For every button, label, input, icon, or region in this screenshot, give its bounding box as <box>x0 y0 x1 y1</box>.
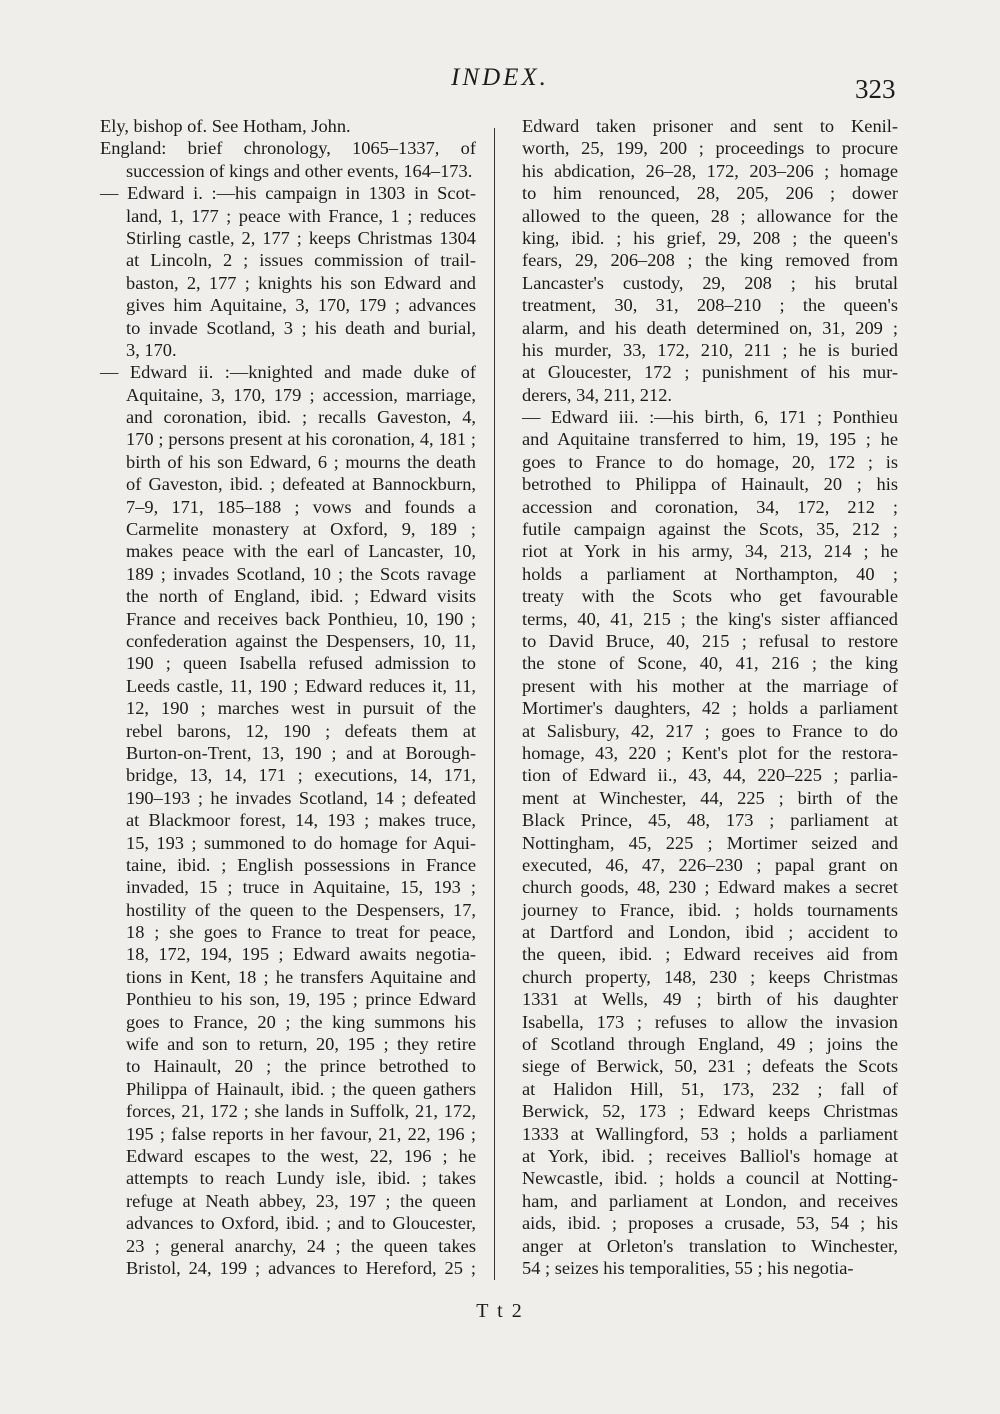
index-line: 1333 at Wallingford, 53 ; holds a parliament <box>522 1123 898 1144</box>
index-line: Ponthieu to his son, 19, 195 ; prince Edward <box>126 989 476 1010</box>
index-line: at Blackmoor forest, 14, 193 ; makes truce, <box>126 810 476 831</box>
index-line: present with his mother at the marriage of <box>522 675 898 696</box>
index-line: church goods, 48, 230 ; Edward makes a secret <box>522 877 898 898</box>
index-line: forces, 21, 172 ; she lands in Suffolk, 21, 172, <box>126 1101 476 1122</box>
index-line: Leeds castle, 11, 190 ; Edward reduces it, 11, <box>126 675 476 696</box>
index-line: Nottingham, 45, 225 ; Mortimer seized and <box>522 832 898 853</box>
index-line: Edward escapes to the west, 22, 196 ; he <box>126 1145 476 1166</box>
index-line: treaty with the Scots who get favourable <box>522 586 898 607</box>
index-line: to David Bruce, 40, 215 ; refusal to restore <box>522 630 898 651</box>
index-line: siege of Berwick, 50, 231 ; defeats the Scots <box>522 1056 898 1077</box>
index-line: Bristol, 24, 199 ; advances to Hereford, 25 ; <box>126 1257 476 1278</box>
index-line: of Scotland through England, 49 ; joins the <box>522 1034 898 1055</box>
index-line: aids, ibid. ; proposes a crusade, 53, 54 ; his <box>522 1213 898 1234</box>
index-line: rebel barons, 12, 190 ; defeats them at <box>126 720 476 741</box>
index-line: 18, 172, 194, 195 ; Edward awaits negotia- <box>126 944 476 965</box>
index-line: 12, 190 ; marches west in pursuit of the <box>126 698 476 719</box>
index-line: journey to France, ibid. ; holds tournaments <box>522 899 898 920</box>
index-line: futile campaign against the Scots, 35, 212 ; <box>522 519 898 540</box>
index-line: 170 ; persons present at his coronation, 4, 181 ; <box>126 429 476 450</box>
index-line: allowed to the queen, 28 ; allowance for the <box>522 205 898 226</box>
index-line: Stirling castle, 2, 177 ; keeps Christmas 1304 <box>126 227 476 248</box>
index-line: his murder, 33, 172, 210, 211 ; he is buried <box>522 339 898 360</box>
index-line: France and receives back Ponthieu, 10, 190 ; <box>126 608 476 629</box>
index-line: Burton-on-Trent, 13, 190 ; and at Borough- <box>126 742 476 763</box>
index-line: Ely, bishop of. See Hotham, John. <box>100 116 351 136</box>
index-line: king, ibid. ; his grief, 29, 208 ; the queen's <box>522 227 898 248</box>
page-number: 323 <box>855 74 896 104</box>
index-line: wife and son to return, 20, 195 ; they retire <box>126 1034 476 1055</box>
index-line: Mortimer's daughters, 42 ; holds a parliament <box>522 698 898 719</box>
index-line: 190 ; queen Isabella refused admission to <box>126 653 476 674</box>
index-line: at Salisbury, 42, 217 ; goes to France to do <box>522 720 898 741</box>
index-line: makes peace with the earl of Lancaster, 10, <box>126 541 476 562</box>
index-line: terms, 40, 41, 215 ; the king's sister affianced <box>522 608 898 629</box>
index-line: Edward taken prisoner and sent to Kenil- <box>522 116 898 136</box>
index-line: holds a parliament at Northampton, 40 ; <box>522 563 898 584</box>
index-line: ham, and parliament at London, and receives <box>522 1190 898 1211</box>
index-line: to invade Scotland, 3 ; his death and burial, <box>126 317 476 338</box>
index-line: bridge, 13, 14, 171 ; executions, 14, 171, <box>126 765 476 786</box>
index-line: church property, 148, 230 ; keeps Christmas <box>522 966 898 987</box>
index-line: 15, 193 ; summoned to do homage for Aqui- <box>126 832 476 853</box>
index-line: advances to Oxford, ibid. ; and to Gloucester, <box>126 1213 476 1234</box>
index-line: Berwick, 52, 173 ; Edward keeps Christmas <box>522 1101 898 1122</box>
index-line: and coronation, ibid. ; recalls Gaveston, 4, <box>126 407 476 428</box>
index-line: England: brief chronology, 1065–1337, of <box>100 138 476 159</box>
index-line: Newcastle, ibid. ; holds a council at Notting- <box>522 1168 898 1189</box>
index-line: 1331 at Wells, 49 ; birth of his daughter <box>522 989 898 1010</box>
index-line: at York, ibid. ; receives Balliol's homage at <box>522 1145 898 1166</box>
signature-mark: T t 2 <box>476 1300 524 1322</box>
index-line: invaded, 15 ; truce in Aquitaine, 15, 193 ; <box>126 877 476 898</box>
index-line: confederation against the Despensers, 10, 11, <box>126 630 476 651</box>
index-line: Aquitaine, 3, 170, 179 ; accession, marriage, <box>126 384 476 405</box>
index-line: — Edward ii. :—knighted and made duke of <box>100 362 476 383</box>
index-line: gives him Aquitaine, 3, 170, 179 ; advances <box>126 295 476 316</box>
index-line: of Gaveston, ibid. ; defeated at Bannockburn, <box>126 474 476 495</box>
index-line: — Edward iii. :—his birth, 6, 171 ; Ponthieu <box>522 407 898 428</box>
index-line: at Dartford and London, ibid ; accident to <box>522 922 898 943</box>
page-title: INDEX. <box>451 64 549 91</box>
index-line: anger at Orleton's translation to Winchester, <box>522 1235 898 1256</box>
index-line: derers, 34, 211, 212. <box>522 384 672 405</box>
index-line: Philippa of Hainault, ibid. ; the queen gathers <box>126 1078 476 1099</box>
index-line: taine, ibid. ; English possessions in France <box>126 854 476 875</box>
index-line: Carmelite monastery at Oxford, 9, 189 ; <box>126 519 476 540</box>
index-line: hostility of the queen to the Despensers, 17, <box>126 899 476 920</box>
index-line: birth of his son Edward, 6 ; mourns the death <box>126 451 476 472</box>
index-line: and Aquitaine transferred to him, 19, 195 ; he <box>522 429 898 450</box>
index-line: Lancaster's custody, 29, 208 ; his brutal <box>522 272 898 293</box>
index-line: the north of England, ibid. ; Edward visits <box>126 586 476 607</box>
index-line: at Gloucester, 172 ; punishment of his mur- <box>522 362 898 383</box>
column-divider <box>494 128 495 1280</box>
index-line: to Hainault, 20 ; the prince betrothed to <box>126 1056 476 1077</box>
index-line: the queen, ibid. ; Edward receives aid from <box>522 944 898 965</box>
index-line: goes to France to do homage, 20, 172 ; is <box>522 451 898 472</box>
index-line: 23 ; general anarchy, 24 ; the queen takes <box>126 1235 476 1256</box>
index-line: succession of kings and other events, 164–173. <box>126 160 473 181</box>
index-line: alarm, and his death determined on, 31, 209 ; <box>522 317 898 338</box>
index-line: 190–193 ; he invades Scotland, 14 ; defeated <box>126 787 476 808</box>
index-line: at Lincoln, 2 ; issues commission of trail- <box>126 250 476 271</box>
index-line: at Halidon Hill, 51, 173, 232 ; fall of <box>522 1078 898 1099</box>
index-column-left <box>100 115 476 1279</box>
index-line: fears, 29, 206–208 ; the king removed from <box>522 250 898 271</box>
index-line: refuge at Neath abbey, 23, 197 ; the queen <box>126 1190 476 1211</box>
index-line: baston, 2, 177 ; knights his son Edward and <box>126 272 476 293</box>
index-line: 18 ; she goes to France to treat for peace, <box>126 922 476 943</box>
index-line: 3, 170. <box>126 339 177 360</box>
index-line: his abdication, 26–28, 172, 203–206 ; homage <box>522 160 898 181</box>
index-line: goes to France, 20 ; the king summons his <box>126 1011 476 1032</box>
index-line: treatment, 30, 31, 208–210 ; the queen's <box>522 295 898 316</box>
index-line: tions in Kent, 18 ; he transfers Aquitaine and <box>126 966 476 987</box>
index-line: betrothed to Philippa of Hainault, 20 ; his <box>522 474 898 495</box>
index-line: accession and coronation, 34, 172, 212 ; <box>522 496 898 517</box>
index-line: 54 ; seizes his temporalities, 55 ; his negotia- <box>522 1257 854 1278</box>
index-line: Isabella, 173 ; refuses to allow the invasion <box>522 1011 898 1032</box>
index-line: land, 1, 177 ; peace with France, 1 ; reduces <box>126 205 476 226</box>
index-column-right <box>522 115 898 1279</box>
index-line: the stone of Scone, 40, 41, 216 ; the king <box>522 653 898 674</box>
index-line: — Edward i. :—his campaign in 1303 in Scot- <box>100 183 476 204</box>
index-line: 7–9, 171, 185–188 ; vows and founds a <box>126 496 476 517</box>
index-line: 189 ; invades Scotland, 10 ; the Scots ravage <box>126 563 476 584</box>
index-line: executed, 46, 47, 226–230 ; papal grant on <box>522 854 898 875</box>
index-line: tion of Edward ii., 43, 44, 220–225 ; parlia- <box>522 765 898 786</box>
index-line: attempts to reach Lundy isle, ibid. ; takes <box>126 1168 476 1189</box>
index-line: 195 ; false reports in her favour, 21, 22, 196 ; <box>126 1123 476 1144</box>
index-line: homage, 43, 220 ; Kent's plot for the restora- <box>522 742 898 763</box>
index-line: to him renounced, 28, 205, 206 ; dower <box>522 183 898 204</box>
index-line: worth, 25, 199, 200 ; proceedings to procure <box>522 138 898 159</box>
index-line: Black Prince, 45, 48, 173 ; parliament at <box>522 810 898 831</box>
index-line: riot at York in his army, 34, 213, 214 ; he <box>522 541 898 562</box>
index-line: ment at Winchester, 44, 225 ; birth of the <box>522 787 898 808</box>
